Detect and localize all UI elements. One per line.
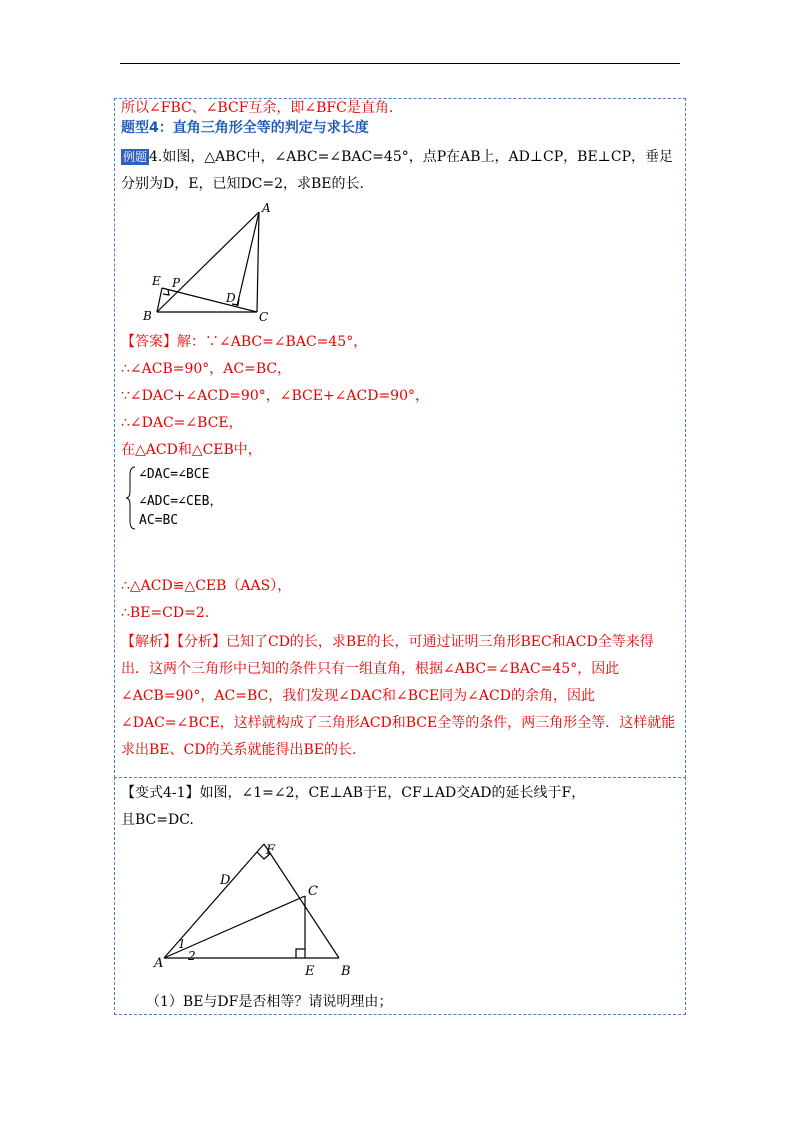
left-brace xyxy=(125,465,137,531)
figure-triangle-abc xyxy=(140,200,280,325)
answer-line-6: ∴△ACD≌△CEB（AAS）， xyxy=(121,578,292,594)
fig2-label-f: F xyxy=(266,843,276,858)
example-tag: 例题 xyxy=(123,150,148,164)
fig1-label-e: E xyxy=(152,274,161,288)
fig1-label-d: D xyxy=(226,291,236,305)
fig2-label-e: E xyxy=(305,964,315,979)
answer-line-2: ∴∠ACB=90°，AC=BC， xyxy=(121,361,292,377)
condition-2: ∠ADC=∠CEB， xyxy=(139,494,223,509)
condition-1: ∠DAC=∠BCE xyxy=(139,467,210,482)
section-title: 题型4：直角三角形全等的判定与求长度 xyxy=(121,120,369,136)
condition-3: AC=BC xyxy=(139,513,179,528)
fig2-label-c: C xyxy=(308,884,318,899)
variant-line-1: 【变式4-1】如图，∠1=∠2，CE⊥AB于E，CF⊥AD交AD的延长线于F， xyxy=(121,785,586,801)
analysis-paragraph: 【解析】【分析】已知了CD的长，求BE的长，可通过证明三角形BEC和ACD全等来得出．这两个三角形中已知的条件只有一组直角，根据∠ABC=∠BAC=45°，因此∠ACB=90°，AC=BC，我们发现∠DAC和∠BCE同为∠ACD的余角，因此∠DAC=∠BCE，这样就构成了三角形ACD和BCE全等的条件，两三角形全等．这样就能求出BE、CD的关系就能得出BE的长. xyxy=(121,634,676,758)
header-rule xyxy=(120,63,680,64)
conclusion-line: 所以∠FBC、∠BCF互余，即∠BFC是直角. xyxy=(121,100,394,116)
fig1-label-c: C xyxy=(259,310,269,324)
fig2-angle-2: 2 xyxy=(188,949,196,963)
fig2-label-d: D xyxy=(220,873,231,888)
variant-line-2: 且BC=DC. xyxy=(121,812,194,828)
answer-line-4: ∴∠DAC=∠BCE， xyxy=(121,415,243,431)
answer-line-7: ∴BE=CD=2. xyxy=(121,605,210,621)
fig2-angle-1: 1 xyxy=(178,937,186,951)
answer-line-5: 在△ACD和△CEB中， xyxy=(121,442,262,458)
example-line-2: 分别为D，E，已知DC=2，求BE的长. xyxy=(121,176,364,192)
congruence-conditions xyxy=(125,463,285,533)
fig1-label-p: P xyxy=(172,276,181,290)
fig2-label-b: B xyxy=(341,964,351,979)
variant-question-1: （1）BE与DF是否相等？请说明理由； xyxy=(146,994,393,1010)
fig1-label-a: A xyxy=(262,201,271,215)
example-text-1: 4.如图，△ABC中，∠ABC=∠BAC=45°，点P在AB上，AD⊥CP，BE⊥CP，垂足 xyxy=(149,149,673,165)
fig1-label-b: B xyxy=(143,309,152,323)
figure-variant-triangle xyxy=(150,838,370,983)
answer-line-3: ∵∠DAC+∠ACD=90°，∠BCE+∠ACD=90°， xyxy=(121,388,429,404)
fig2-label-a: A xyxy=(154,956,164,971)
example-line-1 xyxy=(121,147,673,167)
answer-line-1: 【答案】解：∵∠ABC=∠BAC=45°， xyxy=(121,334,368,350)
